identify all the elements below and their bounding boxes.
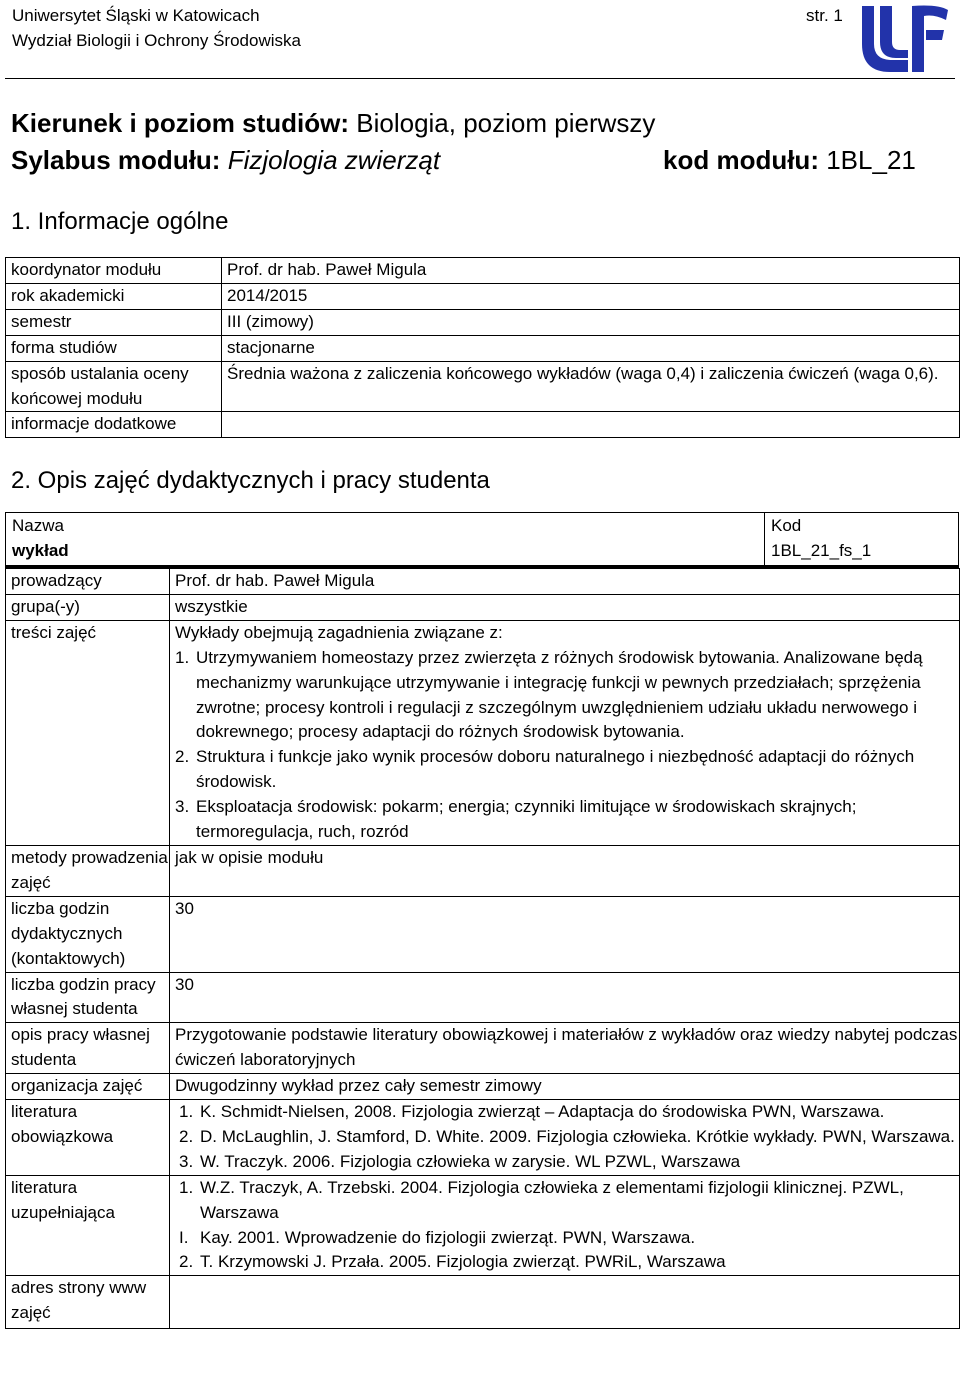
info-row — [6, 309, 960, 335]
list-text: T. Krzymowski J. Przała. 2005. Fizjologia zwierząt. PWRiL, Warszawa — [200, 1252, 726, 1272]
detail-label: prowadzący — [6, 569, 170, 595]
list-number: 3. — [179, 1151, 194, 1171]
lit-obow-list — [175, 1100, 959, 1175]
sylabus-line — [11, 143, 440, 177]
list-text: D. McLaughlin, J. Stamford, D. White. 2009. Fizjologia człowieka. Krótkie wykłady. PWN, Warszawa. — [200, 1126, 955, 1146]
info-label: informacje dodatkowe — [6, 412, 222, 438]
header-divider — [5, 78, 955, 79]
university-logo — [852, 0, 952, 78]
kierunek-label: Kierunek i poziom studiów: — [11, 108, 350, 138]
detail-row — [6, 845, 960, 896]
detail-row — [6, 1175, 960, 1276]
tresci-intro: Wykłady obejmują zagadnienia związane z: — [175, 622, 503, 642]
list-item — [179, 1100, 959, 1125]
kierunek-value: Biologia, poziom pierwszy — [356, 108, 656, 138]
detail-label: treści zajęć — [6, 620, 170, 845]
info-value — [222, 412, 960, 438]
detail-row — [6, 569, 960, 595]
list-number: 2. — [179, 1126, 194, 1146]
list-text: Kay. 2001. Wprowadzenie do fizjologii zwierząt. PWN, Warszawa. — [200, 1227, 696, 1247]
info-row — [6, 335, 960, 361]
list-text: W.Z. Traczyk, A. Trzebski. 2004. Fizjologia człowieka z elementami fizjologii klinicznej. PZWL, Warszawa — [200, 1177, 904, 1222]
kod-divider — [764, 512, 765, 565]
list-item — [179, 1176, 959, 1226]
course-details-table — [5, 568, 960, 1329]
info-row — [6, 412, 960, 438]
list-item — [175, 795, 959, 845]
section2-heading: 2. Opis zajęć dydaktycznych i pracy studenta — [11, 467, 490, 494]
nazwa-label: Nazwa — [12, 516, 64, 535]
list-item — [179, 1150, 959, 1175]
detail-value — [170, 1276, 960, 1329]
detail-value — [170, 1175, 960, 1276]
info-label: sposób ustalania oceny końcowej modułu — [6, 361, 222, 412]
kod-header-value: 1BL_21_fs_1 — [771, 541, 872, 560]
info-label: koordynator modułu — [6, 258, 222, 284]
lit-uzup-list — [175, 1176, 959, 1276]
info-value: Średnia ważona z zaliczenia końcowego wykładów (waga 0,4) i zaliczenia ćwiczeń (waga 0,6). — [222, 361, 960, 412]
info-value: III (zimowy) — [222, 309, 960, 335]
list-item — [175, 745, 959, 795]
sylabus-value: Fizjologia zwierząt — [227, 145, 441, 175]
info-label: semestr — [6, 309, 222, 335]
list-text: W. Traczyk. 2006. Fizjologia człowieka w zarysie. WL PZWL, Warszawa — [200, 1151, 741, 1171]
detail-label: liczba godzin dydaktycznych (kontaktowych) — [6, 896, 170, 972]
detail-value: Dwugodzinny wykład przez cały semestr zimowy — [170, 1074, 960, 1100]
nazwa-box — [5, 512, 959, 565]
list-item — [179, 1125, 959, 1150]
detail-value: 30 — [170, 972, 960, 1023]
detail-row — [6, 896, 960, 972]
list-text: K. Schmidt-Nielsen, 2008. Fizjologia zwierząt – Adaptacja do środowiska PWN, Warszawa. — [200, 1102, 885, 1122]
detail-label: organizacja zajęć — [6, 1074, 170, 1100]
info-row — [6, 361, 960, 412]
detail-label: literatura obowiązkowa — [6, 1100, 170, 1176]
kod-header-label: Kod — [771, 516, 802, 535]
tresci-list — [175, 646, 959, 845]
kod-value: 1BL_21 — [826, 145, 916, 175]
page-number: str. 1 — [806, 6, 843, 25]
detail-row — [6, 1074, 960, 1100]
list-number: 1. — [179, 1102, 194, 1122]
list-item — [179, 1226, 959, 1251]
faculty-name: Wydział Biologii i Ochrony Środowiska — [12, 31, 301, 50]
detail-value — [170, 620, 960, 845]
general-info-table — [5, 257, 960, 438]
kod-label: kod modułu: — [663, 145, 819, 175]
list-number: 1. — [175, 647, 190, 667]
detail-label: metody prowadzenia zajęć — [6, 845, 170, 896]
detail-value: 30 — [170, 896, 960, 972]
list-number: 2. — [175, 747, 190, 767]
kod-line — [663, 143, 916, 177]
list-number: 3. — [175, 797, 190, 817]
detail-label: liczba godzin pracy własnej studenta — [6, 972, 170, 1023]
detail-label: opis pracy własnej studenta — [6, 1023, 170, 1074]
info-row — [6, 258, 960, 284]
info-label: forma studiów — [6, 335, 222, 361]
info-row — [6, 283, 960, 309]
detail-row — [6, 1023, 960, 1074]
detail-value: wszystkie — [170, 594, 960, 620]
detail-row — [6, 594, 960, 620]
detail-row — [6, 620, 960, 845]
detail-label: adres strony www zajęć — [6, 1276, 170, 1329]
detail-label: literatura uzupełniająca — [6, 1175, 170, 1276]
detail-value: Prof. dr hab. Paweł Migula — [170, 569, 960, 595]
list-item — [179, 1250, 959, 1275]
list-item — [175, 646, 959, 746]
info-value: stacjonarne — [222, 335, 960, 361]
detail-label: grupa(-y) — [6, 594, 170, 620]
detail-value: Przygotowanie podstawie literatury obowiązkowej i materiałów z wykładów oraz wiedzy nabytej podczas ćwiczeń laboratoryjnych — [170, 1023, 960, 1074]
info-value: 2014/2015 — [222, 283, 960, 309]
list-number: I. — [179, 1227, 189, 1247]
kierunek-line — [11, 106, 655, 140]
list-text: Eksploatacja środowisk: pokarm; energia; czynniki limitujące w środowiskach skrajnych; termoregulacja, ruch, rozród — [196, 797, 857, 842]
detail-row — [6, 1100, 960, 1176]
list-text: Struktura i funkcje jako wynik procesów doboru naturalnego i niezbędność adaptacji do różnych środowisk. — [196, 747, 915, 792]
detail-value — [170, 1100, 960, 1176]
info-value: Prof. dr hab. Paweł Migula — [222, 258, 960, 284]
university-name: Uniwersytet Śląski w Katowicach — [12, 6, 260, 25]
list-number: 2. — [179, 1252, 194, 1272]
nazwa-value: wykład — [12, 541, 69, 560]
sylabus-label: Sylabus modułu: — [11, 145, 221, 175]
section1-heading: 1. Informacje ogólne — [11, 208, 229, 235]
list-text: Utrzymywaniem homeostazy przez zwierzęta z różnych środowisk bytowania. Analizowane będą mechanizmy warunkujące utrzymywanie i integrację funkcji w pewnych przedziałach; sprzężenia zwrotne; procesy kontroli i regulacji z szczególnym uwzględnieniem udziału układu nerwowego i dokrewnego; procesy adaptacji do różnych środowisk bytowania. — [196, 647, 923, 742]
list-number: 1. — [179, 1177, 194, 1197]
detail-value: jak w opisie modułu — [170, 845, 960, 896]
detail-row — [6, 972, 960, 1023]
info-label: rok akademicki — [6, 283, 222, 309]
detail-row — [6, 1276, 960, 1329]
